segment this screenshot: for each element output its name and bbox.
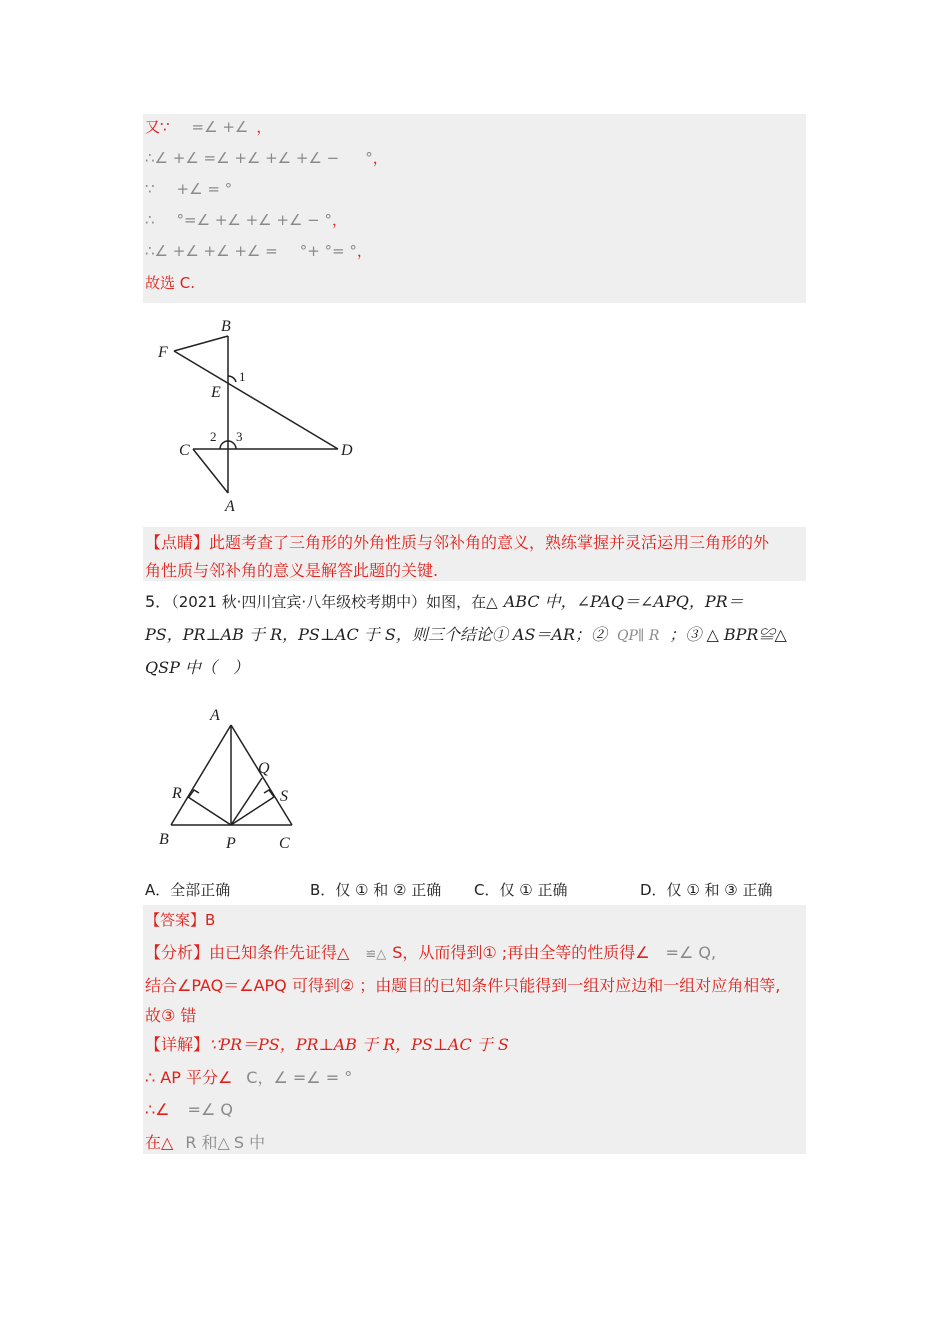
detail-line-1: 【详解】∵PR＝PS，PR⊥AB 于 R，PS⊥AC 于 S: [145, 1035, 509, 1054]
label-angle-2: 2: [210, 429, 217, 444]
analysis-line-2: 结合∠PAQ＝∠APQ 可得到② ；由题目的已知条件只能得到一组对应边和一组对应角相等,: [145, 976, 781, 995]
analysis-line-3: 故③ 错: [145, 1006, 197, 1025]
label-a: A: [210, 707, 220, 724]
label-angle-1: 1: [239, 369, 246, 384]
angle-1-arc: [228, 376, 236, 382]
detail-line-3: ∴∠ =∠ Q: [145, 1100, 233, 1119]
option-d[interactable]: D．仅 ① 和 ③ 正确: [640, 881, 773, 899]
solution-block-top: [143, 114, 806, 303]
figure-2-triangle: [150, 700, 320, 860]
comment-line-2: 角性质与邻补角的意义是解答此题的关键.: [145, 561, 439, 580]
label-c: C: [179, 442, 190, 459]
solution-line-1: 又∵ =∠ +∠ ，: [145, 118, 272, 136]
analysis-line-1: 【分析】由已知条件先证得△ ≌△ S，从而得到① ;再由全等的性质得∠ =∠ Q,: [145, 943, 717, 962]
detail-line-2: ∴ AP 平分∠ C，∠ =∠ = °: [145, 1068, 353, 1087]
label-q: Q: [258, 760, 270, 777]
segment-ab: [171, 725, 231, 825]
label-p: P: [226, 835, 236, 852]
figure-1-svg: [143, 303, 373, 521]
question-line-3: QSP 中（ ）: [145, 658, 249, 677]
segment-fb: [174, 336, 228, 351]
figure-2-svg: [150, 700, 320, 860]
segment-fd: [174, 351, 338, 449]
segment-pr: [188, 797, 231, 825]
label-e: E: [211, 384, 221, 401]
question-line-2: PS，PR⊥AB 于 R，PS⊥AC 于 S，则三个结论① AS＝AR；② QP∥ R ；③ △ BPR≌△: [145, 625, 787, 644]
label-r: R: [172, 785, 182, 802]
figure-1-triangles: [143, 303, 373, 521]
label-f: F: [158, 344, 168, 361]
solution-line-4: ∴ °=∠ +∠ +∠ +∠ − °，: [145, 211, 348, 229]
option-a[interactable]: A．全部正确: [145, 881, 231, 899]
segment-pq: [231, 778, 262, 825]
label-d: D: [341, 442, 353, 459]
solution-conclusion: 故选 C.: [145, 274, 196, 292]
label-b: B: [221, 318, 231, 335]
solution-line-5: ∴∠ +∠ +∠ +∠ = °+ °= °，: [145, 242, 372, 260]
solution-line-3: ∵ +∠ = °: [145, 180, 233, 198]
label-angle-3: 3: [236, 429, 243, 444]
detail-line-4: 在△ R 和△ S 中: [145, 1133, 266, 1152]
option-c[interactable]: C．仅 ① 正确: [474, 881, 568, 899]
label-s: S: [280, 788, 288, 805]
solution-line-2: ∴∠ +∠ =∠ +∠ +∠ +∠ − °，: [145, 149, 388, 167]
comment-line-1: 【点睛】此题考查了三角形的外角性质与邻补角的意义，熟练掌握并灵活运用三角形的外: [145, 533, 770, 552]
answer-line: 【答案】B: [145, 911, 216, 929]
label-b: B: [159, 831, 169, 848]
segment-ps: [231, 797, 274, 825]
label-a: A: [225, 498, 235, 515]
option-b[interactable]: B．仅 ① 和 ② 正确: [310, 881, 442, 899]
question-line-1: 5．（2021 秋·四川宜宾·八年级校考期中）如图，在△ ABC 中，∠PAQ＝∠APQ，PR＝: [145, 592, 744, 611]
label-c: C: [279, 835, 290, 852]
segment-ca: [193, 449, 228, 493]
